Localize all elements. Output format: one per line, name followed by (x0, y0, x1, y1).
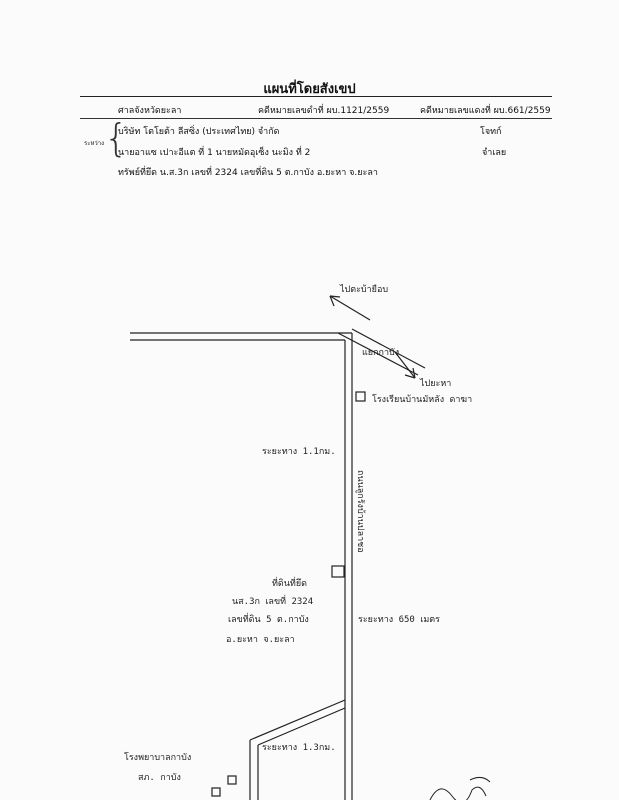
between-label: ระหว่าง (84, 140, 105, 147)
label-to-yaha: ไปยะหา (420, 379, 452, 389)
label-distance-3: ระยะทาง 1.3กม. (262, 743, 336, 753)
label-road-name: ถนนลูกรังบ้านปลาชอ (355, 470, 365, 553)
label-deed-line-1: นส.3ก เลขที่ 2324 (232, 597, 314, 607)
label-school: โรงเรียนบ้านมัหลัง ดาฆา (372, 395, 473, 405)
label-hospital: โรงพยาบาลกาบัง (124, 753, 192, 763)
label-distance-1: ระยะทาง 1.1กม. (262, 447, 336, 457)
red-case-number: คดีหมายเลขแดงที่ ผบ.661/2559 (420, 106, 551, 116)
plaintiff-name: บริษัท โตโยต้า ลีสซิ่ง (ประเทศไทย) จำกัด (118, 127, 280, 137)
label-to-town: ไปตะบ้ายือบ (340, 285, 389, 295)
label-deed-line-3: อ.ยะหา จ.ยะลา (226, 635, 295, 645)
plaintiff-role: โจทก์ (480, 127, 502, 137)
brace: { (104, 116, 129, 160)
defendant-name: นายอาแซ เปาะอีแต ที่ 1 นายหมัดอุเซ็ง นะมิง ที่ 2 (118, 148, 311, 158)
label-police: สภ. กาบัง (138, 773, 181, 783)
label-distance-2: ระยะทาง 650 เมตร (358, 615, 440, 625)
label-deed-line-2: เลขที่ดิน 5 ต.กาบัง (228, 615, 309, 625)
label-seized-land: ที่ดินที่ยึด (272, 579, 307, 589)
black-case-number: คดีหมายเลขดำที่ ผบ.1121/2559 (258, 106, 390, 116)
label-junction: แยกกาบัง (362, 348, 400, 358)
court-name: ศาลจังหวัดยะลา (118, 106, 182, 116)
seized-property: ทรัพย์ที่ยึด น.ส.3ก เลขที่ 2324 เลขที่ดิน 5 ต.กาบัง อ.ยะหา จ.ยะลา (118, 168, 378, 178)
defendant-role: จำเลย (482, 148, 507, 158)
page-title: แผนที่โดยสังเขป (263, 82, 356, 97)
